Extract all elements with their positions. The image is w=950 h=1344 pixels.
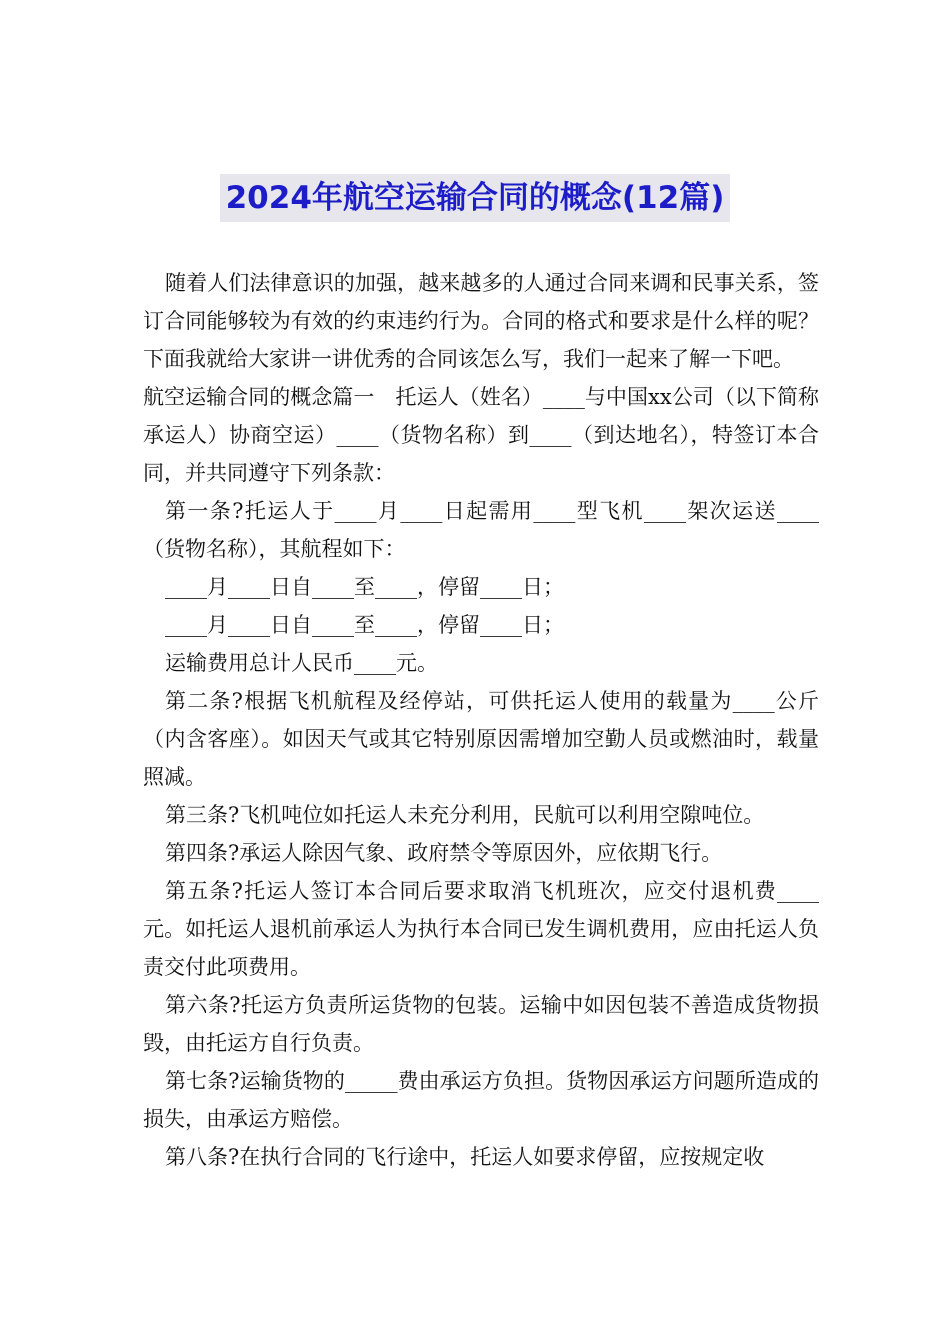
- title-area: [0, 174, 950, 222]
- article-1: 第一条?托运人于____月____日起需用____型飞机____架次运送____（货物名称），其航程如下：: [143, 499, 819, 561]
- article-7: 第七条?运输货物的_____费由承运方负担。货物因承运方问题所造成的损失，由承运方赔偿。: [143, 1069, 819, 1131]
- itinerary-line-1: ____月____日自____至____，停留____日；: [165, 575, 564, 599]
- document-body: [143, 264, 819, 1176]
- contract-preamble: 航空运输合同的概念篇一 托运人（姓名）____与中国xx公司（以下简称承运人）协商空运）____（货物名称）到____（到达地名），特签订本合同，并共同遵守下列条款：: [143, 385, 819, 485]
- article-5: 第五条?托运人签订本合同后要求取消飞机班次，应交付退机费____元。如托运人退机前承运人为执行本合同已发生调机费用，应由托运人负责交付此项费用。: [143, 879, 819, 979]
- document-title: 2024年航空运输合同的概念(12篇): [220, 174, 731, 222]
- itinerary-line-2: ____月____日自____至____，停留____日；: [165, 613, 564, 637]
- article-3: 第三条?飞机吨位如托运人未充分利用，民航可以利用空隙吨位。: [165, 803, 765, 827]
- article-8: 第八条?在执行合同的飞行途中，托运人如要求停留，应按规定收: [165, 1145, 765, 1169]
- total-fee-line: 运输费用总计人民币____元。: [165, 651, 438, 675]
- article-6: 第六条?托运方负责所运货物的包装。运输中如因包装不善造成货物损毁，由托运方自行负责。: [143, 993, 819, 1055]
- intro-paragraph: 随着人们法律意识的加强，越来越多的人通过合同来调和民事关系，签订合同能够较为有效的约束违约行为。合同的格式和要求是什么样的呢？下面我就给大家讲一讲优秀的合同该怎么写，我们一起来了解一下吧。: [143, 271, 819, 371]
- article-4: 第四条?承运人除因气象、政府禁令等原因外，应依期飞行。: [165, 841, 723, 865]
- article-2: 第二条?根据飞机航程及经停站，可供托运人使用的载量为____公斤（内含客座）。如因天气或其它特别原因需增加空勤人员或燃油时，载量照减。: [143, 689, 819, 789]
